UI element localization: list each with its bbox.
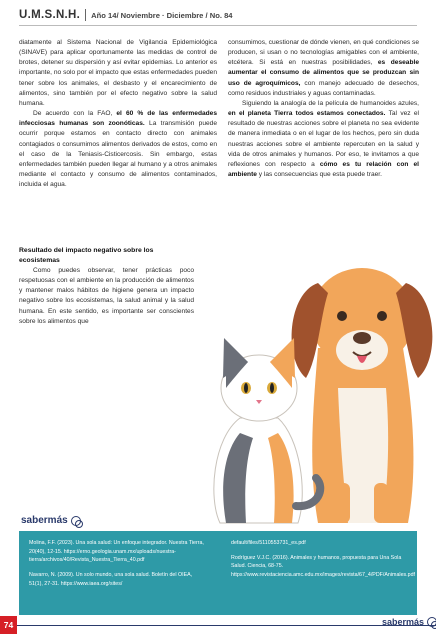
sabermas-logo: sabermás bbox=[21, 515, 81, 526]
issue-info: Año 14/ Noviembre · Diciembre / No. 84 bbox=[91, 10, 233, 20]
paragraph: De acuerdo con la FAO, el 60 % de las enfermedades infecciosas humanas son zoonóticas. La transmisión puede ocurrir porque estamos en contacto directo con animales contagiados o consumimos alimentos derivados de estos, como en el caso de la Teniasis-Cisticercosis. Sin embargo, estas enfermedades también pueden llegar al humano y a otros animales mediante el contacto y consumo de alimentos contaminados, incluida el agua. bbox=[19, 110, 217, 189]
dog-figure bbox=[292, 268, 433, 523]
cat-and-dog-illustration bbox=[168, 238, 436, 530]
references-left bbox=[29, 539, 207, 595]
header-rule bbox=[19, 25, 417, 26]
references-box bbox=[19, 531, 417, 615]
header-divider bbox=[85, 9, 86, 21]
reference-item: Rodríguez V.J.C. (2016). Animales y humanos, propuesta para Una Sola Salud. Ciencia, 68-75. https://www.revistaciencia.amc.edu.mx/images/revista/67_4/PDF/Animales.pdf bbox=[231, 554, 415, 579]
paragraph: consumimos, cuestionar de dónde vienen, en qué condiciones se producen, si usan o no tecnologías amigables con el ambiente, etcétera. Si está en nuestras posibilidades, es deseable aumentar el consumo de alimentos que se produzcan sin uso de agroquímicos, con manejo adecuado de desechos, como residuos industriales y aguas contaminadas. bbox=[228, 39, 420, 97]
section-body: Como puedes observar, tener prácticas poco respetuosas con el ambiente en la producción de alimentos y mantener malos hábitos de higiene genera un impacto negativo sobre los ecosistemas, la salud animal y la salud humana. En este sentido, es importante ser conscientes sobre los alimentos que bbox=[19, 267, 194, 325]
section-title: Resultado del impacto negativo sobre los ecosistemas bbox=[19, 247, 154, 264]
reference-item: default/files/5110553731_es.pdf bbox=[231, 540, 306, 546]
reference-item: Molina, F.F. (2023). Una sola salud: Un enfoque integrador. Nuestra Tierra, 20(40), 12-15. https://erno.geologia.unam.mx/uploads/nuestra-tierra/archivos/40/Revista_Nuestra_Tierra_40.pdf bbox=[29, 540, 204, 564]
references-right bbox=[231, 539, 415, 586]
paragraph: Siguiendo la analogía de la película de humanoides azules, en el planeta Tierra todos estamos conectados. Tal vez el resultado de nuestras acciones sobre el planeta no sea evidente de manera inmediata o en el lugar de los hechos, pero sin duda nuestras acciones sobre el ambiente repercuten en la salud y vida de otros animales y humanos. Por eso, te invitamos a que reflexiones con respecto a cómo es tu relación con el ambiente y las consecuencias que esta puede traer. bbox=[228, 99, 419, 179]
logo-mark-icon bbox=[427, 617, 436, 627]
footer-rule bbox=[0, 625, 436, 626]
paragraph: diatamente al Sistema Nacional de Vigilancia Epidemiológica (SINAVE) para aplicar oportunamente las medidas de control de brotes, detener su dispersión y así evitar epidemias. Lo anterior es importante, no solo por el impacto que estas enfermedades pueden tener sobre los animales, el desbasto y el encarecimiento de alimentos, sino también por el efecto negativo sobre la salud humana. bbox=[19, 39, 217, 107]
page-number: 74 bbox=[0, 616, 17, 634]
reference-item: Navarro, N. (2009). Un solo mundo, una sola salud. Boletín del OIEA, 51(1), 27-31. https://www.iaea.org/sites/ bbox=[29, 572, 193, 587]
journal-brand: U.M.S.N.H. bbox=[19, 9, 81, 21]
sabermas-footer-logo: sabermás bbox=[382, 617, 436, 627]
column-right bbox=[228, 38, 419, 180]
page-header bbox=[19, 6, 233, 24]
logo-mark-icon bbox=[71, 516, 81, 526]
column-left bbox=[19, 38, 217, 190]
